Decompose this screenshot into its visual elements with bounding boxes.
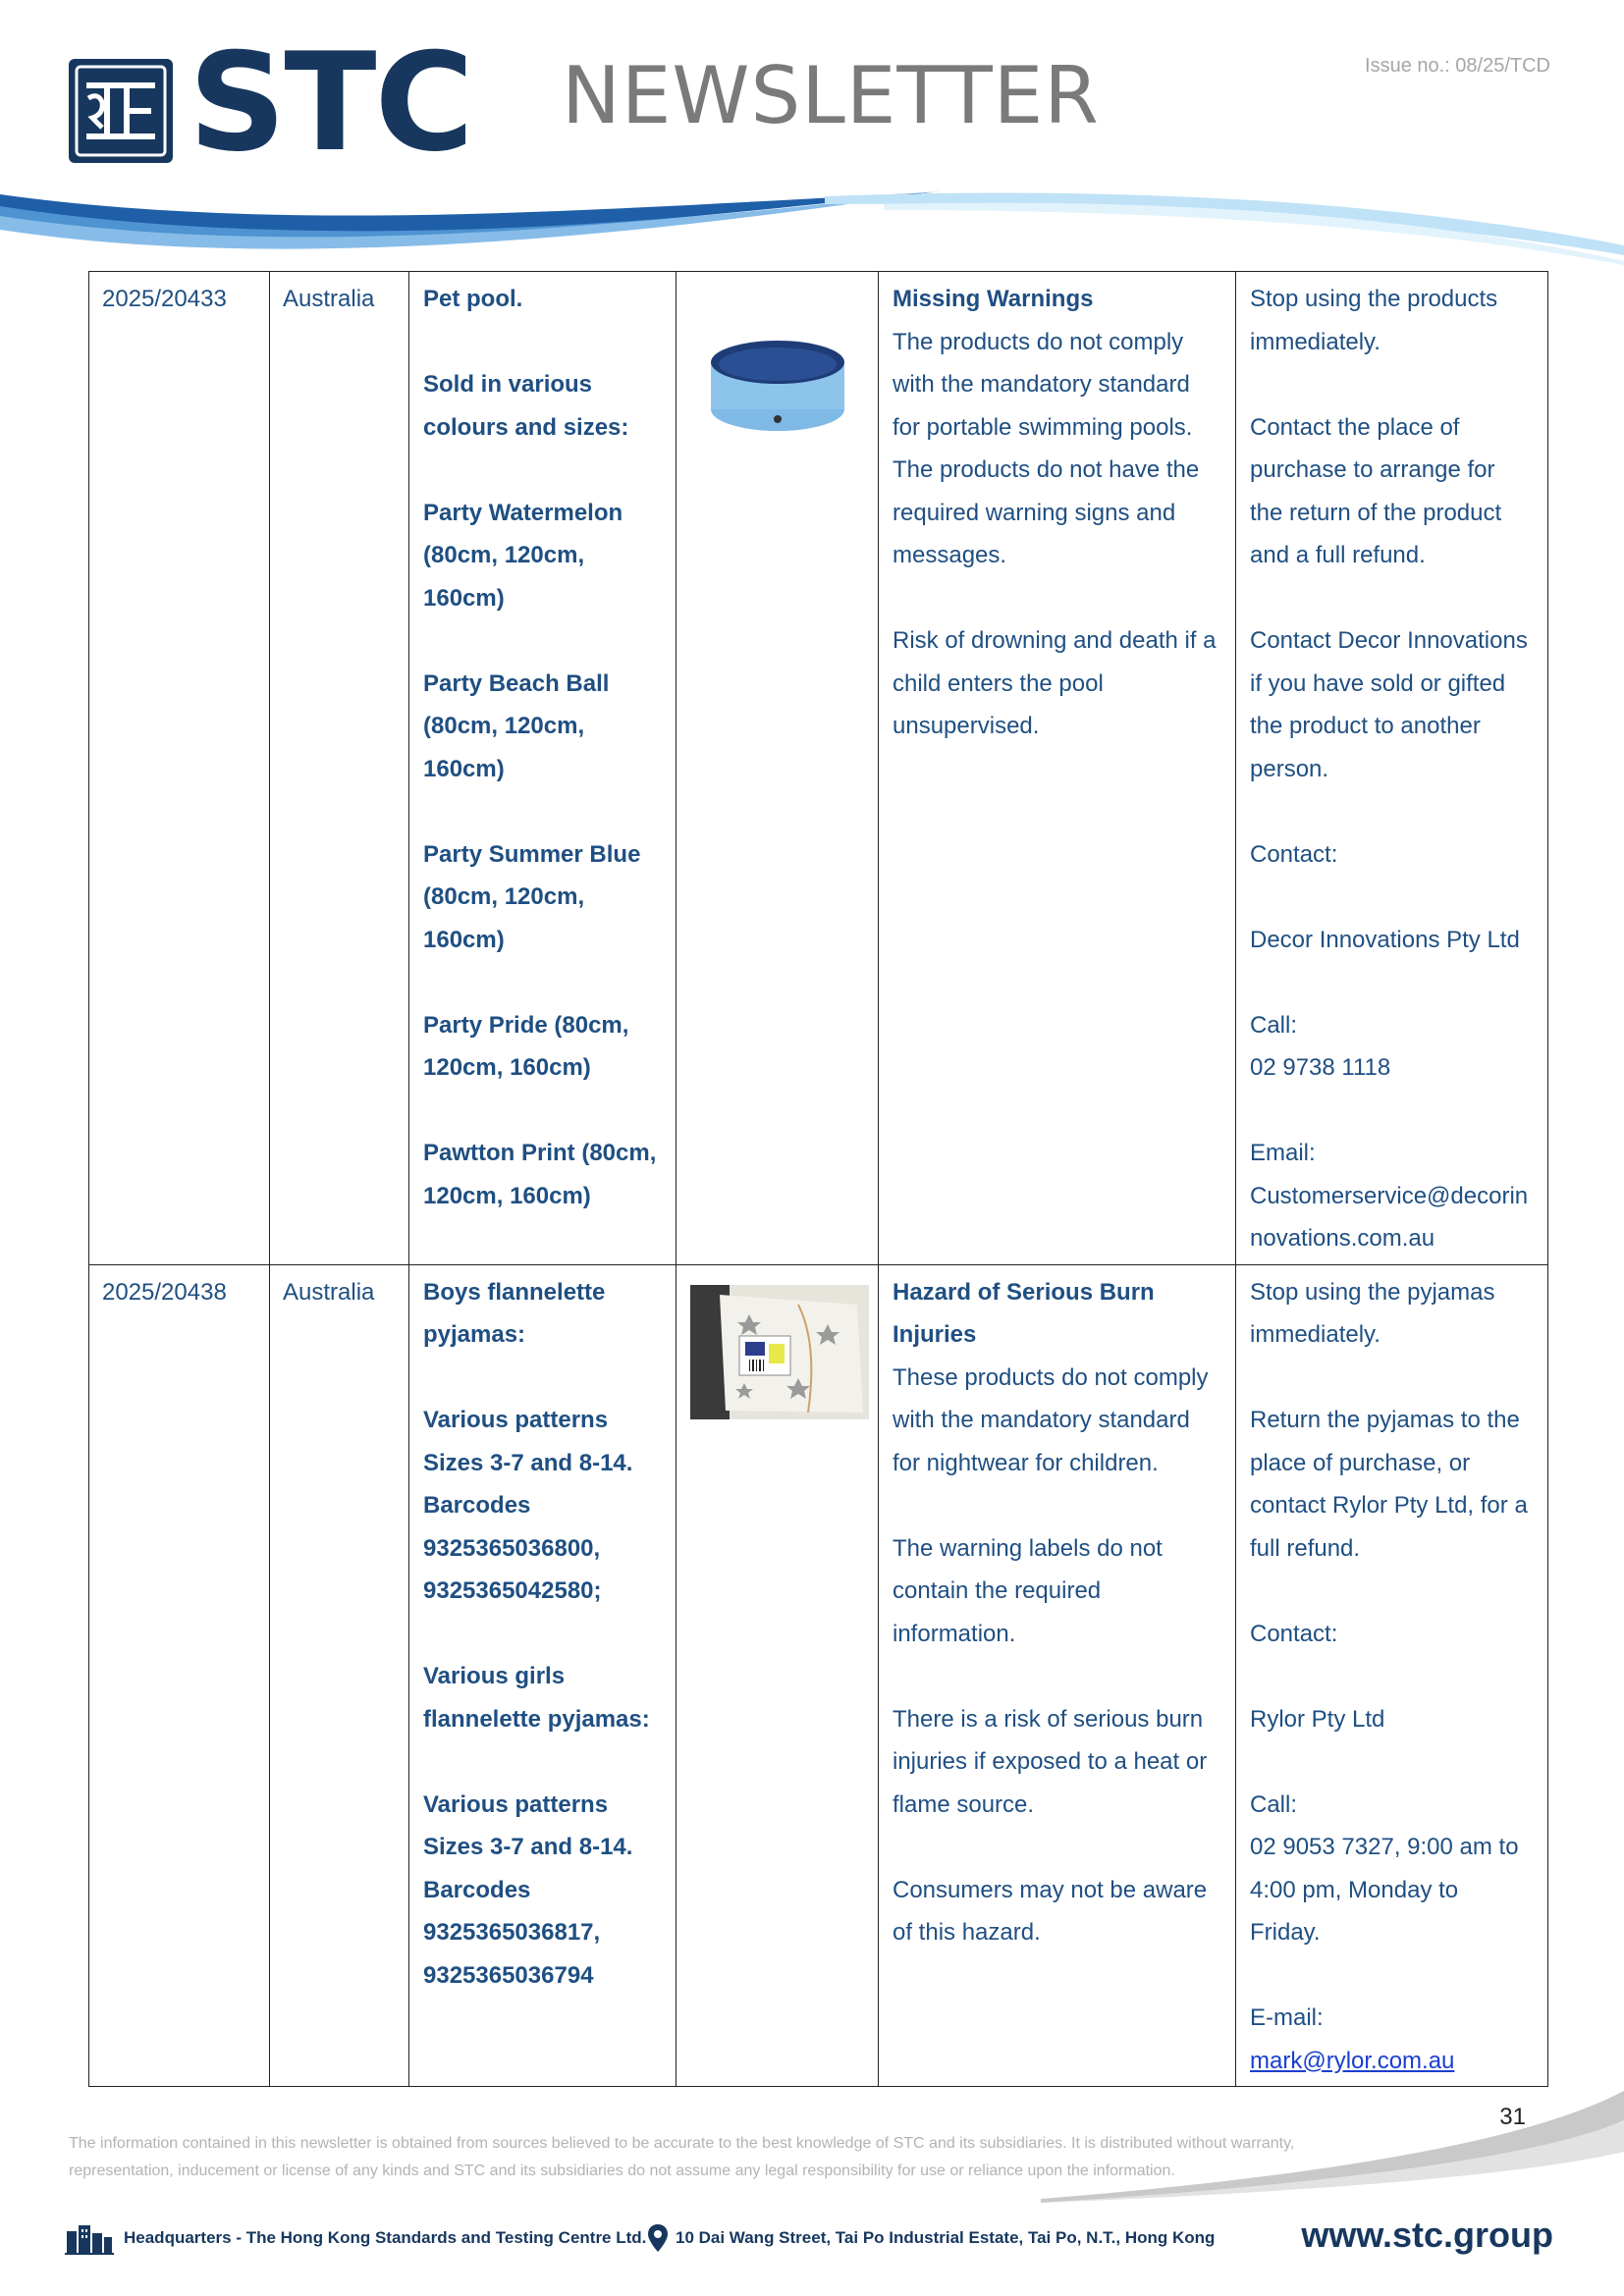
disclaimer-text: The information contained in this newsletter is obtained from sources believed to be accurate to the best knowledge of STC and its subsidiaries. It is distributed without warranty, representation, inducement or license of any kinds and STC and its subsidiaries do not assume any legal responsibility for use or reliance upon the information. <box>69 2135 1295 2179</box>
headquarters-info <box>65 2220 646 2256</box>
cell-text-line: Boys flannelette pyjamas: <box>423 1278 613 1348</box>
product-description <box>409 272 677 1265</box>
cell-text-line: Return the pyjamas to the place of purchase, or contact Rylor Pty Ltd, for a full refund. <box>1250 1407 1535 1562</box>
cell-text-line: Pawtton Print (80cm, 120cm, 160cm) <box>423 1140 664 1209</box>
product-image-cell <box>677 1264 879 2087</box>
cell-text-line: Stop using the pyjamas immediately. <box>1250 1278 1502 1348</box>
blank-line <box>893 577 1221 620</box>
blank-line <box>423 790 662 833</box>
cell-text-line: Various girls flannelette pyjamas: <box>423 1663 650 1733</box>
website-link[interactable]: www.stc.group <box>1301 2215 1553 2255</box>
cell-text-line: Party Watermelon (80cm, 120cm, 160cm) <box>423 499 629 612</box>
cell-text-line: The warning labels do not contain the required information. <box>893 1534 1169 1647</box>
product-description <box>409 1264 677 2087</box>
cell-text-line: Sold in various colours and sizes: <box>423 371 629 441</box>
product-image-cell <box>677 272 879 1265</box>
blank-line <box>423 1740 662 1784</box>
address-text: 10 Dai Wang Street, Tai Po Industrial Estate, Tai Po, N.T., Hong Kong <box>676 2228 1216 2247</box>
hazard-title: Missing Warnings <box>893 286 1094 312</box>
country: Australia <box>270 1264 409 2087</box>
cell-text-line: Stop using the products immediately. <box>1250 286 1504 355</box>
hazard-title: Hazard of Serious Burn Injuries <box>893 1278 1162 1348</box>
cell-text-line: Call: <box>1250 1011 1298 1039</box>
table-row <box>89 1264 1548 2087</box>
cell-text-line: 02 9053 7327, 9:00 am to 4:00 pm, Monday to Friday. <box>1250 1834 1526 1946</box>
blank-line <box>1250 1090 1534 1133</box>
blank-line <box>423 1357 662 1400</box>
recall-number: 2025/20433 <box>89 272 270 1265</box>
cell-text-line: Contact Decor Innovations if you have sold or gifted the product to another person. <box>1250 627 1535 782</box>
blank-line <box>1250 1954 1534 1998</box>
cell-text-line: There is a risk of serious burn injuries if exposed to a heat or flame source. <box>893 1705 1214 1818</box>
cell-text-line: Customerservice@decorinnovations.com.au <box>1250 1182 1529 1252</box>
recall-table <box>88 271 1548 2087</box>
blank-line <box>893 1826 1221 1869</box>
headquarters-text: Headquarters - The Hong Kong Standards and Testing Centre Ltd. <box>124 2228 647 2247</box>
blank-line <box>893 1655 1221 1698</box>
blank-line <box>423 619 662 663</box>
measures-description <box>1236 272 1548 1265</box>
cell-text-line: The products do not comply with the mandatory standard for portable swimming pools. The products do not have the required warning signs and messages. <box>893 328 1206 568</box>
header-swoosh-decoration <box>0 177 1624 265</box>
stc-logo-icon <box>69 59 173 163</box>
table-row <box>89 272 1548 1265</box>
cell-text-line: Rylor Pty Ltd <box>1250 1705 1385 1733</box>
issue-number: Issue no.: 08/25/TCD <box>1365 55 1550 77</box>
blank-line <box>423 321 662 364</box>
cell-text-line: Contact the place of purchase to arrange for the return of the product and a full refund. <box>1250 413 1508 568</box>
cell-text-line: E-mail: <box>1250 2004 1324 2031</box>
blank-line <box>1250 876 1534 919</box>
blank-line <box>423 961 662 1004</box>
blank-line <box>893 1484 1221 1527</box>
cell-text-line: These products do not comply with the mandatory standard for nightwear for children. <box>893 1363 1216 1476</box>
newsletter-title: NEWSLETTER <box>562 50 1100 141</box>
blank-line <box>1250 790 1534 833</box>
blank-line <box>1250 1740 1534 1784</box>
cell-text-line: Consumers may not be aware of this hazard. <box>893 1876 1214 1946</box>
hazard-description <box>879 272 1236 1265</box>
country: Australia <box>270 272 409 1265</box>
hazard-description <box>879 1264 1236 2087</box>
cell-text-line: Party Beach Ball (80cm, 120cm, 160cm) <box>423 669 617 782</box>
blank-line <box>1250 961 1534 1004</box>
blank-line <box>1250 1570 1534 1613</box>
cell-text-line: Various patterns Sizes 3-7 and 8-14. Barcodes 9325365036800, 9325365042580; <box>423 1407 640 1604</box>
measures-description <box>1236 1264 1548 2087</box>
blank-line <box>423 1090 662 1133</box>
cell-text-line: Various patterns Sizes 3-7 and 8-14. Barcodes 9325365036817, 9325365036794 <box>423 1790 640 1989</box>
address-info <box>648 2220 1215 2256</box>
building-icon <box>65 2221 114 2255</box>
cell-text-line: Contact: <box>1250 1620 1338 1647</box>
blank-line <box>423 1613 662 1656</box>
cell-text-line: Risk of drowning and death if a child enters the pool unsupervised. <box>893 627 1223 739</box>
map-pin-icon <box>648 2224 668 2252</box>
cell-text-line: Call: <box>1250 1790 1298 1818</box>
cell-text-line: Pet pool. <box>423 286 523 312</box>
pyjamas-image <box>690 1285 869 1419</box>
cell-text-line: Party Pride (80cm, 120cm, 160cm) <box>423 1011 636 1081</box>
email-link[interactable]: mark@rylor.com.au <box>1250 2047 1455 2074</box>
recall-number: 2025/20438 <box>89 1264 270 2087</box>
pet-pool-image <box>707 329 848 437</box>
blank-line <box>423 449 662 492</box>
cell-text-line: Email: <box>1250 1140 1316 1166</box>
blank-line <box>1250 1655 1534 1698</box>
cell-text-line: Contact: <box>1250 840 1338 868</box>
stc-logo-text: STC <box>189 24 472 182</box>
cell-text-line: Party Summer Blue (80cm, 120cm, 160cm) <box>423 840 648 953</box>
cell-text-line: 02 9738 1118 <box>1250 1054 1391 1081</box>
blank-line <box>1250 1357 1534 1400</box>
blank-line <box>1250 577 1534 620</box>
blank-line <box>1250 363 1534 406</box>
page-number: 31 <box>1499 2104 1526 2130</box>
cell-text-line: Decor Innovations Pty Ltd <box>1250 926 1520 953</box>
